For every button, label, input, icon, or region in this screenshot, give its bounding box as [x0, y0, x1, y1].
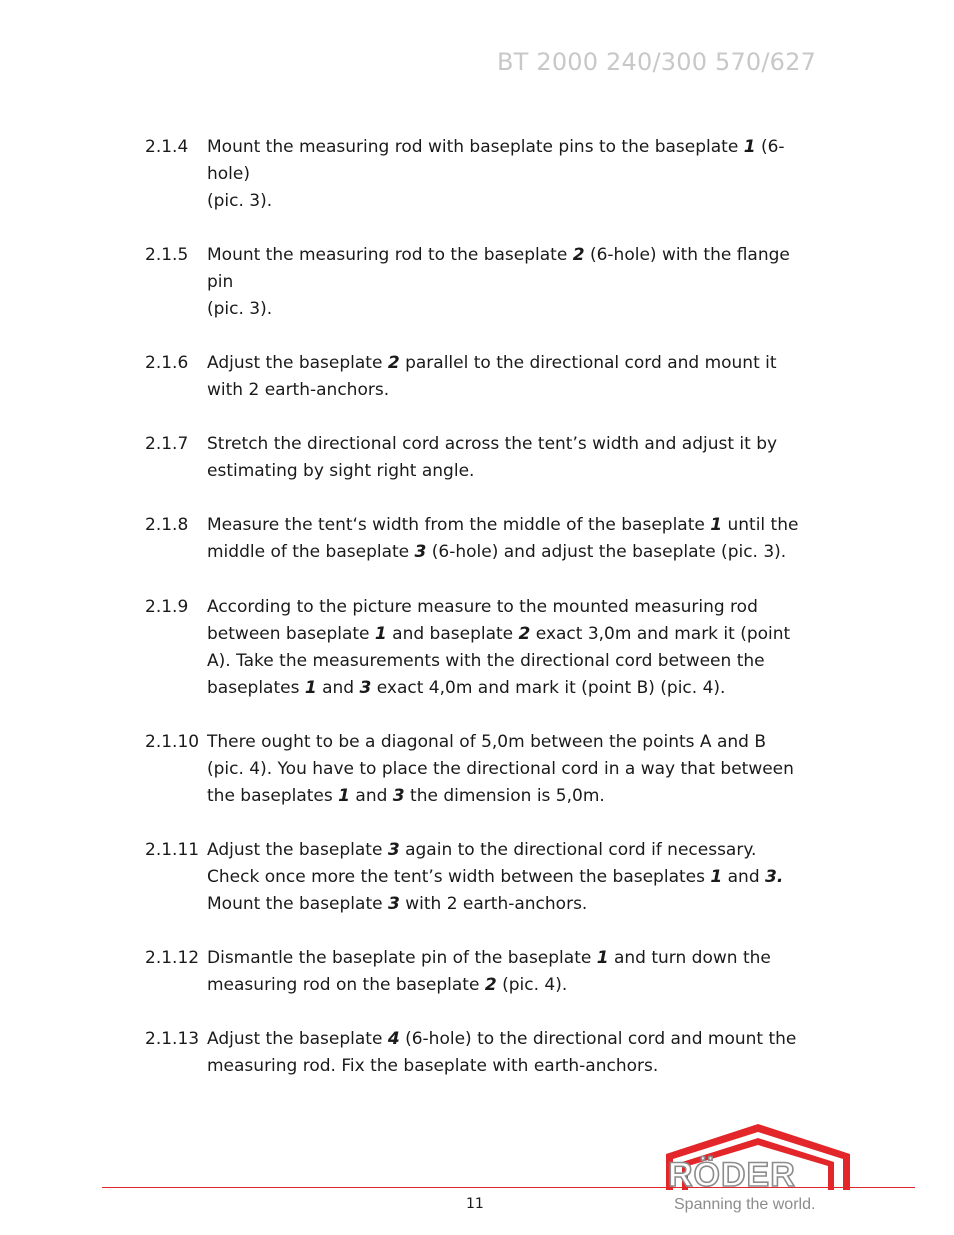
text-segment: Measure the tent‘s width from the middle of the baseplate	[207, 515, 711, 535]
text-segment: exact 3,0m and mark it (point	[530, 624, 791, 644]
text-segment: There ought to be a diagonal of 5,0m between the points A and B	[207, 732, 766, 752]
baseplate-reference: 1	[374, 624, 387, 644]
logo-tagline: Spanning the world.	[674, 1196, 816, 1213]
text-segment: the dimension is 5,0m.	[404, 786, 605, 806]
text-segment: with 2 earth-anchors.	[207, 380, 390, 400]
step-text-line	[207, 972, 807, 999]
roder-logo	[660, 1118, 860, 1218]
step-text-line	[207, 458, 807, 485]
step-text	[207, 134, 807, 215]
step-number: 2.1.6	[145, 353, 189, 373]
step-text-line	[207, 1026, 807, 1053]
text-segment: and	[722, 867, 766, 887]
text-segment: (pic. 4). You have to place the directional cord in a way that between	[207, 759, 794, 779]
baseplate-reference: 3	[387, 894, 400, 914]
step-text-line	[207, 783, 807, 810]
text-segment: pin	[207, 272, 234, 292]
text-segment: hole)	[207, 164, 250, 184]
text-segment: and turn down the	[608, 948, 771, 968]
text-segment: (6-hole) to the directional cord and mount the	[399, 1029, 797, 1049]
step-text-line	[207, 648, 807, 675]
baseplate-reference: 2	[518, 624, 531, 644]
page-number: 11	[466, 1196, 484, 1212]
text-segment: with 2 earth-anchors.	[399, 894, 588, 914]
step-text	[207, 1026, 807, 1080]
step-text-line	[207, 134, 807, 161]
text-segment: (pic. 3).	[207, 299, 273, 319]
baseplate-reference: 3	[392, 786, 405, 806]
step-text-line	[207, 675, 807, 702]
step-text	[207, 512, 807, 566]
text-segment: (6-hole) with the flange	[584, 245, 790, 265]
text-segment: exact 4,0m and mark it (point B) (pic. 4).	[371, 678, 726, 698]
step-text-line	[207, 512, 807, 539]
step-number: 2.1.12	[145, 948, 200, 968]
step-text-line	[207, 594, 807, 621]
text-segment: Dismantle the baseplate pin of the baseplate	[207, 948, 597, 968]
step-number: 2.1.4	[145, 137, 189, 157]
text-segment: Adjust the baseplate	[207, 1029, 388, 1049]
step-number: 2.1.9	[145, 597, 189, 617]
baseplate-reference: 1	[304, 678, 317, 698]
step-text-line	[207, 1053, 807, 1080]
text-segment: and	[316, 678, 360, 698]
step-text-line	[207, 377, 807, 404]
text-segment: again to the directional cord if necessary.	[399, 840, 757, 860]
step-text	[207, 837, 807, 918]
step-text-line	[207, 431, 807, 458]
text-segment: A). Take the measurements with the directional cord between the	[207, 651, 765, 671]
baseplate-reference: 4	[387, 1029, 400, 1049]
step-number: 2.1.10	[145, 732, 200, 752]
text-segment: (pic. 4).	[496, 975, 568, 995]
baseplate-reference: 1	[596, 948, 609, 968]
baseplate-reference: 3	[359, 678, 372, 698]
text-segment: Stretch the directional cord across the tent’s width and adjust it by	[207, 434, 778, 454]
baseplate-reference: 2	[572, 245, 585, 265]
text-segment: estimating by sight right angle.	[207, 461, 475, 481]
step-text-line	[207, 296, 807, 323]
text-segment: middle of the baseplate	[207, 542, 415, 562]
step-text	[207, 350, 807, 404]
text-segment: parallel to the directional cord and mount it	[399, 353, 777, 373]
step-text-line	[207, 837, 807, 864]
step-text	[207, 431, 807, 485]
baseplate-reference: 1	[710, 867, 723, 887]
baseplate-reference: 1	[338, 786, 350, 806]
step-text-line	[207, 756, 807, 783]
text-segment: and baseplate	[386, 624, 519, 644]
baseplate-reference: 3	[414, 542, 427, 562]
logo-wordmark: RÖDER	[668, 1156, 796, 1194]
step-text	[207, 242, 807, 323]
baseplate-reference: 1	[710, 515, 723, 535]
step-text-line	[207, 269, 807, 296]
baseplate-reference: 2	[387, 353, 400, 373]
baseplate-reference: 1	[743, 137, 756, 157]
step-text	[207, 729, 807, 810]
text-segment: measuring rod on the baseplate	[207, 975, 485, 995]
page-header-title: BT 2000 240/300 570/627	[497, 48, 817, 76]
text-segment: the baseplates	[207, 786, 339, 806]
step-text-line	[207, 945, 807, 972]
step-text-line	[207, 242, 807, 269]
text-segment: and	[350, 786, 393, 806]
step-number: 2.1.11	[145, 840, 200, 860]
text-segment: between baseplate	[207, 624, 375, 644]
step-text	[207, 594, 807, 702]
text-segment: (pic. 3).	[207, 191, 273, 211]
step-text-line	[207, 539, 807, 566]
text-segment: Mount the measuring rod to the baseplate	[207, 245, 573, 265]
step-number: 2.1.7	[145, 434, 189, 454]
text-segment: (6-	[755, 137, 785, 157]
text-segment: Mount the baseplate	[207, 894, 388, 914]
text-segment: (6-hole) and adjust the baseplate (pic. 3).	[426, 542, 787, 562]
step-text-line	[207, 729, 807, 756]
baseplate-reference: 3	[387, 840, 400, 860]
text-segment: Adjust the baseplate	[207, 840, 388, 860]
text-segment: baseplates	[207, 678, 305, 698]
step-text-line	[207, 891, 807, 918]
text-segment: Check once more the tent’s width between the baseplates	[207, 867, 711, 887]
step-number: 2.1.8	[145, 515, 189, 535]
text-segment: until the	[722, 515, 799, 535]
step-text-line	[207, 188, 807, 215]
text-segment: Mount the measuring rod with baseplate pins to the baseplate	[207, 137, 744, 157]
text-segment: Adjust the baseplate	[207, 353, 388, 373]
text-segment: According to the picture measure to the mounted measuring rod	[207, 597, 758, 617]
step-number: 2.1.5	[145, 245, 189, 265]
step-text-line	[207, 864, 807, 891]
baseplate-reference: 3.	[765, 867, 784, 887]
step-text-line	[207, 350, 807, 377]
text-segment: measuring rod. Fix the baseplate with earth-anchors.	[207, 1056, 659, 1076]
step-text-line	[207, 161, 807, 188]
step-number: 2.1.13	[145, 1029, 200, 1049]
step-text	[207, 945, 807, 999]
step-text-line	[207, 621, 807, 648]
baseplate-reference: 2	[484, 975, 497, 995]
